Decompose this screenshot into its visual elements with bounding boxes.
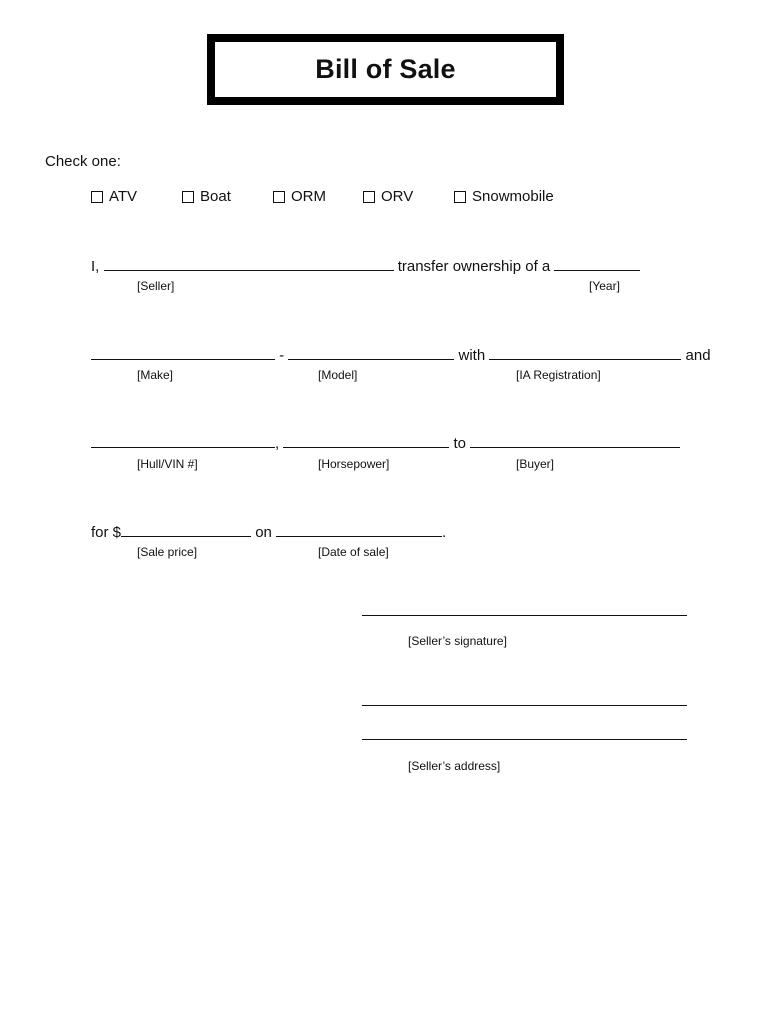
ia-registration-label: [IA Registration] xyxy=(516,368,601,382)
option-snowmobile[interactable] xyxy=(454,188,554,205)
model-field[interactable] xyxy=(288,345,454,360)
option-orm[interactable] xyxy=(273,188,326,205)
make-label: [Make] xyxy=(137,368,174,382)
page-title: Bill of Sale xyxy=(315,54,456,84)
seller-signature-label: [Seller’s signature] xyxy=(408,634,507,648)
seller-signature-field[interactable] xyxy=(362,615,687,616)
option-label: ATV xyxy=(109,188,138,205)
text-comma: , xyxy=(275,435,280,452)
text-for: for $ xyxy=(91,524,122,541)
text-to: to xyxy=(453,435,467,452)
title-box xyxy=(207,34,564,105)
model-label: [Model] xyxy=(318,368,358,382)
checkbox-icon[interactable] xyxy=(91,191,103,203)
hull-vin-field[interactable] xyxy=(91,433,275,448)
option-label: Boat xyxy=(200,188,231,205)
sale-price-label: [Sale price] xyxy=(137,545,198,559)
checkbox-icon[interactable] xyxy=(182,191,194,203)
vehicle-type-options xyxy=(91,188,571,208)
text-i: I, xyxy=(91,258,100,275)
text-dash: - xyxy=(279,347,285,364)
make-field[interactable] xyxy=(91,345,275,360)
text-with: with xyxy=(458,347,486,364)
seller-address-field-2[interactable] xyxy=(362,739,687,740)
row-price-date xyxy=(91,522,446,541)
row-seller-year xyxy=(91,256,640,275)
checkbox-icon[interactable] xyxy=(273,191,285,203)
check-one-label: Check one: xyxy=(45,153,121,170)
horsepower-label: [Horsepower] xyxy=(318,457,390,471)
date-of-sale-field[interactable] xyxy=(276,522,442,537)
date-of-sale-label: [Date of sale] xyxy=(318,545,389,559)
seller-label: [Seller] xyxy=(137,279,175,293)
text-period: . xyxy=(442,524,447,541)
option-orv[interactable] xyxy=(363,188,413,205)
checkbox-icon[interactable] xyxy=(454,191,466,203)
seller-address-label: [Seller’s address] xyxy=(408,759,501,773)
option-label: ORV xyxy=(381,188,414,205)
ia-registration-field[interactable] xyxy=(489,345,681,360)
option-label: ORM xyxy=(291,188,326,205)
sale-price-field[interactable] xyxy=(121,522,251,537)
horsepower-field[interactable] xyxy=(283,433,449,448)
text-and: and xyxy=(685,347,711,364)
buyer-label: [Buyer] xyxy=(516,457,555,471)
option-boat[interactable] xyxy=(182,188,231,205)
option-atv[interactable] xyxy=(91,188,137,205)
year-field[interactable] xyxy=(554,256,640,271)
option-label: Snowmobile xyxy=(472,188,554,205)
buyer-field[interactable] xyxy=(470,433,680,448)
year-label: [Year] xyxy=(589,279,620,293)
seller-address-field-1[interactable] xyxy=(362,705,687,706)
text-on: on xyxy=(255,524,272,541)
hull-vin-label: [Hull/VIN #] xyxy=(137,457,198,471)
row-make-model xyxy=(91,345,711,364)
text-transfer: transfer ownership of a xyxy=(397,258,551,275)
seller-field[interactable] xyxy=(104,256,394,271)
checkbox-icon[interactable] xyxy=(363,191,375,203)
row-hull-horsepower xyxy=(91,433,680,452)
